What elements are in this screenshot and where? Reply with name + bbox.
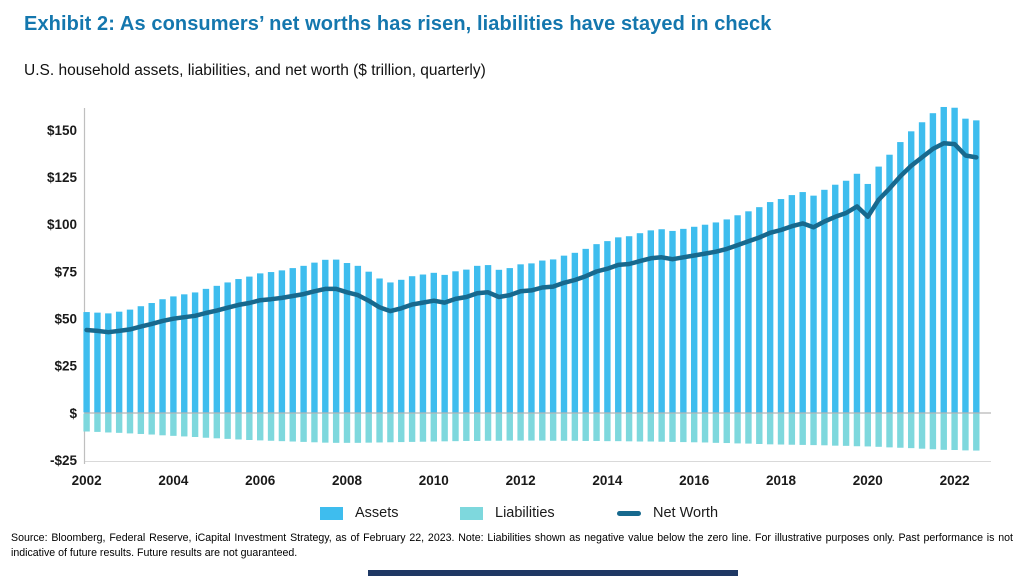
svg-text:$150: $150 <box>46 122 77 138</box>
svg-text:$25: $25 <box>54 358 77 374</box>
svg-text:2002: 2002 <box>71 473 102 488</box>
legend-label-liabilities: Liabilities <box>495 505 555 521</box>
chart-subtitle: U.S. household assets, liabilities, and net worth ($ trillion, quarterly) <box>24 62 486 79</box>
svg-text:$100: $100 <box>46 217 77 233</box>
svg-text:2012: 2012 <box>505 473 536 488</box>
svg-text:-$25: -$25 <box>49 452 77 468</box>
assets-bars <box>83 107 979 412</box>
svg-text:$: $ <box>69 405 77 421</box>
assets-swatch-icon <box>320 507 343 520</box>
page-title: Exhibit 2: As consumers’ net worths has risen, liabilities have stayed in check <box>24 13 772 35</box>
svg-text:2006: 2006 <box>245 473 276 488</box>
legend-label-net-worth: Net Worth <box>653 505 719 521</box>
svg-text:$75: $75 <box>54 264 77 280</box>
svg-text:2010: 2010 <box>418 473 449 488</box>
legend-item-assets <box>320 505 399 521</box>
legend-item-liabilities <box>460 505 555 521</box>
footer-accent-bar <box>368 570 738 576</box>
svg-text:2020: 2020 <box>852 473 883 488</box>
liabilities-swatch-icon <box>460 507 483 520</box>
legend-item-net-worth <box>617 505 718 521</box>
svg-text:2016: 2016 <box>679 473 710 488</box>
x-axis-labels <box>72 473 970 488</box>
svg-text:2004: 2004 <box>158 473 189 488</box>
svg-text:$50: $50 <box>54 311 77 327</box>
legend-label-assets: Assets <box>355 505 399 521</box>
source-note: Source: Bloomberg, Federal Reserve, iCapital Investment Strategy, as of February 22, 2023. Note: Liabilities shown as negative value below the zero line. For illustrative purposes only. Past performance is not indicative of future results. Future results are not guaranteed. <box>11 532 1013 560</box>
liabilities-bars <box>83 414 979 451</box>
svg-text:2008: 2008 <box>331 473 363 488</box>
svg-text:2018: 2018 <box>765 473 797 488</box>
svg-text:2014: 2014 <box>592 473 623 488</box>
y-axis-labels <box>47 123 78 468</box>
svg-text:$125: $125 <box>46 169 77 185</box>
svg-text:2022: 2022 <box>939 473 970 488</box>
net-worth-line-swatch-icon <box>617 511 641 516</box>
